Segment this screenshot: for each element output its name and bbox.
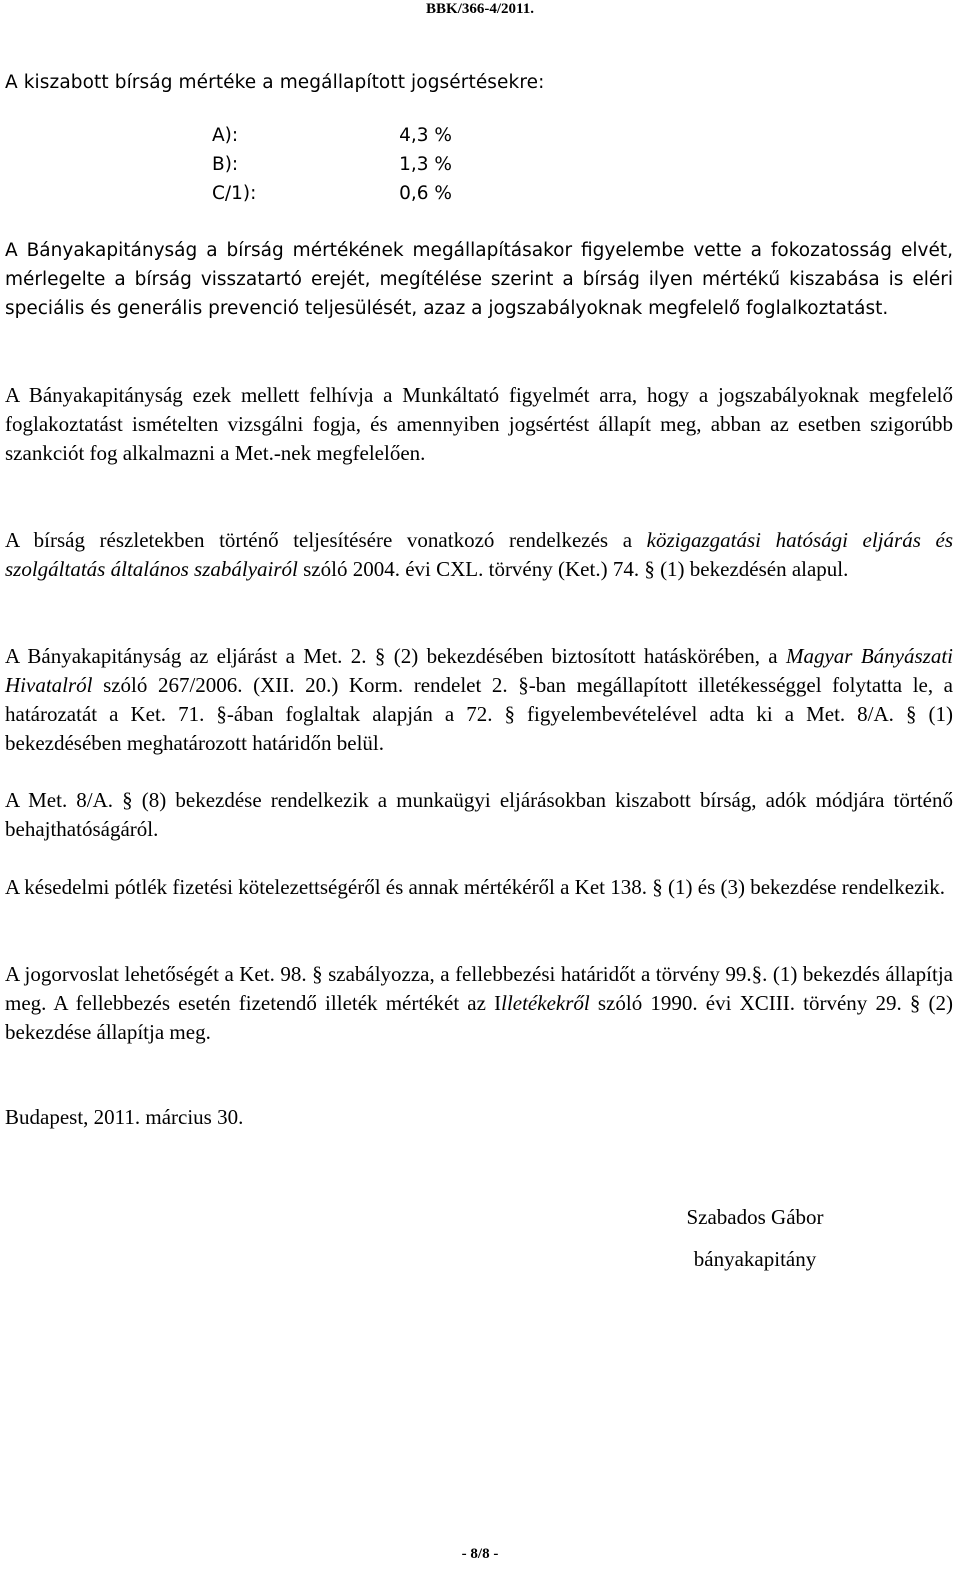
paragraph-fine-justification: A Bányakapitányság a bírság mértékének megállapításakor figyelembe vette a fokozatosság elvét, mérlegelte a bírság visszatartó erejét, megítélése szerint a bírság ilyen mértékű kiszabása is eléri speciális és generális prevenció teljesülését, azaz a jogszabályoknak megfelelő foglalkoztatást. [5, 240, 953, 319]
rate-value: 4,3 % [399, 125, 452, 146]
rates-list [212, 121, 452, 208]
law-title: lletékekről [501, 991, 590, 1015]
signatory-title: bányakapitány [693, 1247, 817, 1271]
place-and-date: Budapest, 2011. március 30. [5, 1105, 244, 1129]
text-run: szóló 1990. évi XCIII. törvény 29. § (2) bekezdése állapítja meg. [5, 991, 953, 1044]
paragraph-enforcement: A Met. 8/A. § (8) bekezdése rendelkezik a munkaügyi eljárásokban kiszabott bírság, adók módjára történő behajthatóságáról. [5, 788, 953, 841]
paragraph-competence [5, 642, 953, 758]
paragraph-appeal [5, 960, 953, 1047]
law-title: Magyar Bányászati Hivatalról [5, 644, 953, 697]
paragraph-installments [5, 526, 953, 584]
text-run: A Bányakapitányság az eljárást a Met. 2. § (2) bekezdésében biztosított hatáskörében, a [5, 644, 786, 668]
rate-value: 0,6 % [399, 183, 452, 204]
signature-block [650, 1196, 860, 1280]
page-number: - 8/8 - [461, 1546, 499, 1562]
law-title: közigazgatási hatósági eljárás és szolgáltatás általános szabályairól [5, 528, 953, 581]
intro-text: A kiszabott bírság mértéke a megállapított jogsértésekre: [5, 72, 545, 93]
rate-label: A): [212, 125, 239, 146]
paragraph-warning: A Bányakapitányság ezek mellett felhívja a Munkáltató figyelmét arra, hogy a jogszabályoknak megfelelő foglakoztatást ismételten vizsgálni fogja, és amennyiben jogsértést állapít meg, abban az esetben szigorúbb szankciót fog alkalmazni a Met.-nek megfelelően. [5, 383, 953, 465]
text-run: A jogorvoslat lehetőségét a Ket. 98. § szabályozza, a fellebbezési határidőt a törvény 99.§. (1) bekezdés állapítja meg. A fellebbezés esetén fizetendő illeték mértékét az I [5, 962, 953, 1015]
rate-row-c1 [212, 179, 452, 208]
rate-value: 1,3 % [399, 154, 452, 175]
paragraph-late-fee: A késedelmi pótlék fizetési kötelezettségéről és annak mértékéről a Ket 138. § (1) és (3) bekezdése rendelkezik. [5, 875, 945, 899]
text-run: A bírság részletekben történő teljesítésére vonatkozó rendelkezés a [5, 528, 647, 552]
document-reference: BBK/366-4/2011. [426, 1, 534, 17]
text-run: szóló 2004. évi CXL. törvény (Ket.) 74. § (1) bekezdésén alapul. [297, 557, 849, 581]
rate-row-b [212, 150, 452, 179]
text-run: szóló 267/2006. (XII. 20.) Korm. rendelet 2. §-ban megállapított illetékességgel folytatta le, a határozatát a Ket. 71. §-ában foglaltak alapján a 72. § figyelembevételével adta ki a Met. 8/A. § (1) bekezdésében meghatározott határidőn belül. [5, 673, 953, 755]
rate-label: C/1): [212, 183, 257, 204]
rate-row-a [212, 121, 452, 150]
rate-label: B): [212, 154, 239, 175]
signatory-name: Szabados Gábor [686, 1205, 824, 1229]
